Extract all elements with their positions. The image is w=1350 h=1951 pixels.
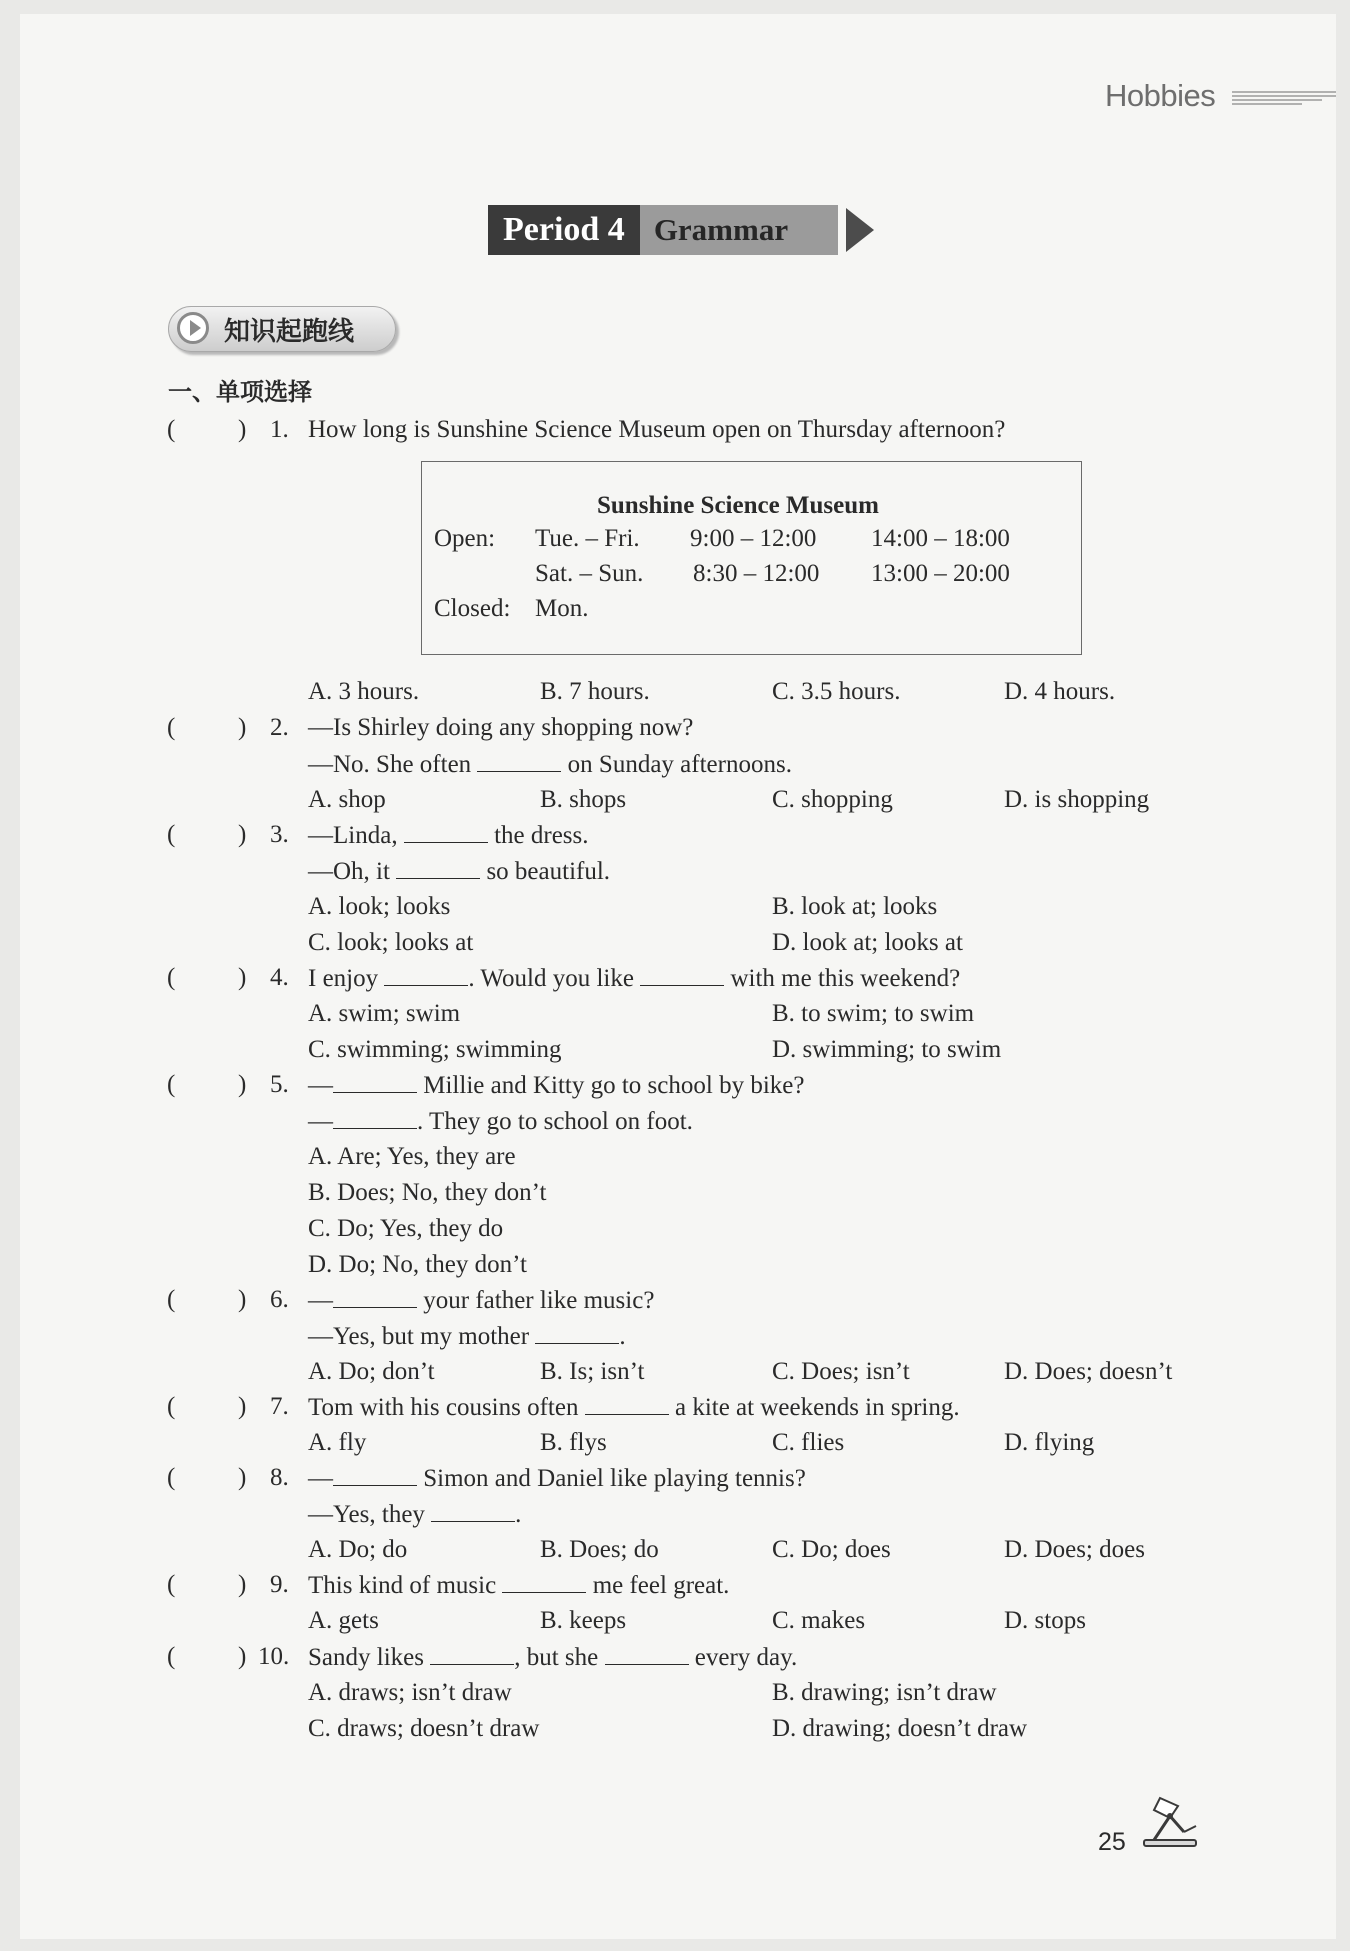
question-text: —Oh, it so beautiful.: [308, 858, 611, 885]
unit-header: Hobbies: [1105, 78, 1216, 113]
question-text: — Simon and Daniel like playing tennis?: [308, 1465, 806, 1492]
option: B. drawing; isn’t draw: [772, 1679, 997, 1706]
option: C. Does; isn’t: [772, 1358, 910, 1385]
answer-paren-close: ): [238, 1286, 247, 1313]
question-text: I enjoy . Would you like with me this weekend?: [308, 965, 961, 992]
question-text: Tom with his cousins often a kite at weekends in spring.: [308, 1394, 960, 1421]
answer-paren-open: (: [167, 821, 176, 848]
option: D. drawing; doesn’t draw: [772, 1715, 1028, 1742]
closed-label: Closed:: [434, 595, 511, 622]
question-text: — Millie and Kitty go to school by bike?: [308, 1072, 805, 1099]
answer-paren-close: ): [238, 714, 247, 741]
option: A. fly: [308, 1429, 367, 1456]
answer-blank[interactable]: [333, 1070, 417, 1093]
option: C. Do; Yes, they do: [308, 1215, 504, 1242]
option: B. to swim; to swim: [772, 1000, 975, 1027]
question-text: —No. She often on Sunday afternoons.: [308, 751, 792, 778]
option: C. Do; does: [772, 1536, 891, 1563]
option: A. swim; swim: [308, 1000, 461, 1027]
question-text: This kind of music me feel great.: [308, 1572, 730, 1599]
answer-paren-open: (: [167, 964, 176, 991]
answer-blank[interactable]: [333, 1285, 417, 1308]
option: C. makes: [772, 1607, 866, 1634]
question-number: 3.: [270, 821, 289, 848]
question-number: 5.: [270, 1071, 289, 1098]
option: B. Does; No, they don’t: [308, 1179, 547, 1206]
question-text: —Yes, they .: [308, 1501, 522, 1528]
option: A. Do; do: [308, 1536, 408, 1563]
open-label: Open:: [434, 525, 496, 552]
option: A. 3 hours.: [308, 678, 420, 705]
option: B. shops: [540, 786, 627, 813]
period-banner: [488, 205, 874, 255]
question-text: —Is Shirley doing any shopping now?: [308, 714, 694, 741]
answer-paren-open: (: [167, 1643, 176, 1670]
answer-blank[interactable]: [384, 963, 468, 986]
period-label: Period 4: [488, 205, 640, 255]
answer-blank[interactable]: [585, 1392, 669, 1415]
option: B. keeps: [540, 1607, 627, 1634]
answer-paren-open: (: [167, 416, 176, 443]
answer-paren-close: ): [238, 416, 247, 443]
answer-blank[interactable]: [605, 1642, 689, 1665]
option: C. 3.5 hours.: [772, 678, 901, 705]
question-number: 8.: [270, 1464, 289, 1491]
answer-blank[interactable]: [640, 963, 724, 986]
option: B. look at; looks: [772, 893, 938, 920]
desk-lamp-icon: [1140, 1792, 1202, 1850]
weekday-afternoon-hours: 14:00 – 18:00: [871, 525, 1010, 552]
question-text: — your father like music?: [308, 1287, 655, 1314]
museum-hours-table: [421, 461, 1082, 655]
answer-blank[interactable]: [477, 749, 561, 772]
option: D. Do; No, they don’t: [308, 1251, 527, 1278]
option: C. look; looks at: [308, 929, 474, 956]
question-number: 4.: [270, 964, 289, 991]
answer-paren-close: ): [238, 1571, 247, 1598]
answer-paren-open: (: [167, 1071, 176, 1098]
question-number: 1.: [270, 416, 289, 443]
answer-paren-open: (: [167, 1393, 176, 1420]
option: B. Is; isn’t: [540, 1358, 645, 1385]
option: A. look; looks: [308, 893, 451, 920]
option: C. draws; doesn’t draw: [308, 1715, 540, 1742]
option: A. shop: [308, 786, 386, 813]
option: D. Does; does: [1004, 1536, 1145, 1563]
question-number: 7.: [270, 1393, 289, 1420]
question-text: Sandy likes , but she every day.: [308, 1644, 798, 1671]
option: C. swimming; swimming: [308, 1036, 562, 1063]
question-number: 9.: [270, 1571, 289, 1598]
play-icon: [177, 312, 209, 344]
answer-paren-open: (: [167, 1571, 176, 1598]
question-number: 6.: [270, 1286, 289, 1313]
question-text: —Yes, but my mother .: [308, 1323, 626, 1350]
question-number: 2.: [270, 714, 289, 741]
weekend-morning-hours: 8:30 – 12:00: [693, 560, 820, 587]
answer-blank[interactable]: [430, 1642, 514, 1665]
section-pill-label: 知识起跑线: [224, 317, 355, 347]
option: A. draws; isn’t draw: [308, 1679, 512, 1706]
section-title: 一、单项选择: [168, 378, 312, 406]
topic-label: Grammar: [640, 205, 838, 255]
banner-arrow-icon: [846, 208, 874, 252]
answer-paren-close: ): [238, 964, 247, 991]
option: D. look at; looks at: [772, 929, 963, 956]
answer-paren-close: ): [238, 1643, 247, 1670]
question-text: —Linda, the dress.: [308, 822, 589, 849]
question-text: — . They go to school on foot.: [308, 1108, 693, 1135]
answer-blank[interactable]: [502, 1570, 586, 1593]
answer-paren-close: ): [238, 1464, 247, 1491]
closed-days: Mon.: [535, 595, 589, 622]
answer-paren-close: ): [238, 1393, 247, 1420]
answer-paren-close: ): [238, 821, 247, 848]
option: D. Does; doesn’t: [1004, 1358, 1173, 1385]
option: D. stops: [1004, 1607, 1086, 1634]
answer-paren-close: ): [238, 1071, 247, 1098]
answer-paren-open: (: [167, 1286, 176, 1313]
answer-paren-open: (: [167, 1464, 176, 1491]
weekend-afternoon-hours: 13:00 – 20:00: [871, 560, 1010, 587]
answer-blank[interactable]: [333, 1106, 417, 1129]
weekday-days: Tue. – Fri.: [535, 525, 640, 552]
option: A. gets: [308, 1607, 379, 1634]
header-stripes-decoration: [1232, 89, 1336, 105]
option: B. flys: [540, 1429, 607, 1456]
option: B. 7 hours.: [540, 678, 650, 705]
question-text: How long is Sunshine Science Museum open on Thursday afternoon?: [308, 416, 1006, 443]
weekday-morning-hours: 9:00 – 12:00: [690, 525, 817, 552]
option: C. shopping: [772, 786, 893, 813]
option: D. is shopping: [1004, 786, 1150, 813]
weekend-days: Sat. – Sun.: [535, 560, 644, 587]
option: A. Do; don’t: [308, 1358, 435, 1385]
page-number: 25: [1098, 1828, 1126, 1856]
section-pill: [168, 306, 396, 352]
answer-blank[interactable]: [535, 1321, 619, 1344]
option: D. 4 hours.: [1004, 678, 1116, 705]
answer-blank[interactable]: [396, 856, 480, 879]
answer-blank[interactable]: [333, 1463, 417, 1486]
answer-paren-open: (: [167, 714, 176, 741]
option: C. flies: [772, 1429, 845, 1456]
answer-blank[interactable]: [431, 1499, 515, 1522]
museum-title: Sunshine Science Museum: [597, 492, 879, 519]
option: D. flying: [1004, 1429, 1095, 1456]
option: B. Does; do: [540, 1536, 659, 1563]
option: A. Are; Yes, they are: [308, 1143, 516, 1170]
option: D. swimming; to swim: [772, 1036, 1002, 1063]
answer-blank[interactable]: [404, 820, 488, 843]
question-number: 10.: [258, 1643, 290, 1670]
